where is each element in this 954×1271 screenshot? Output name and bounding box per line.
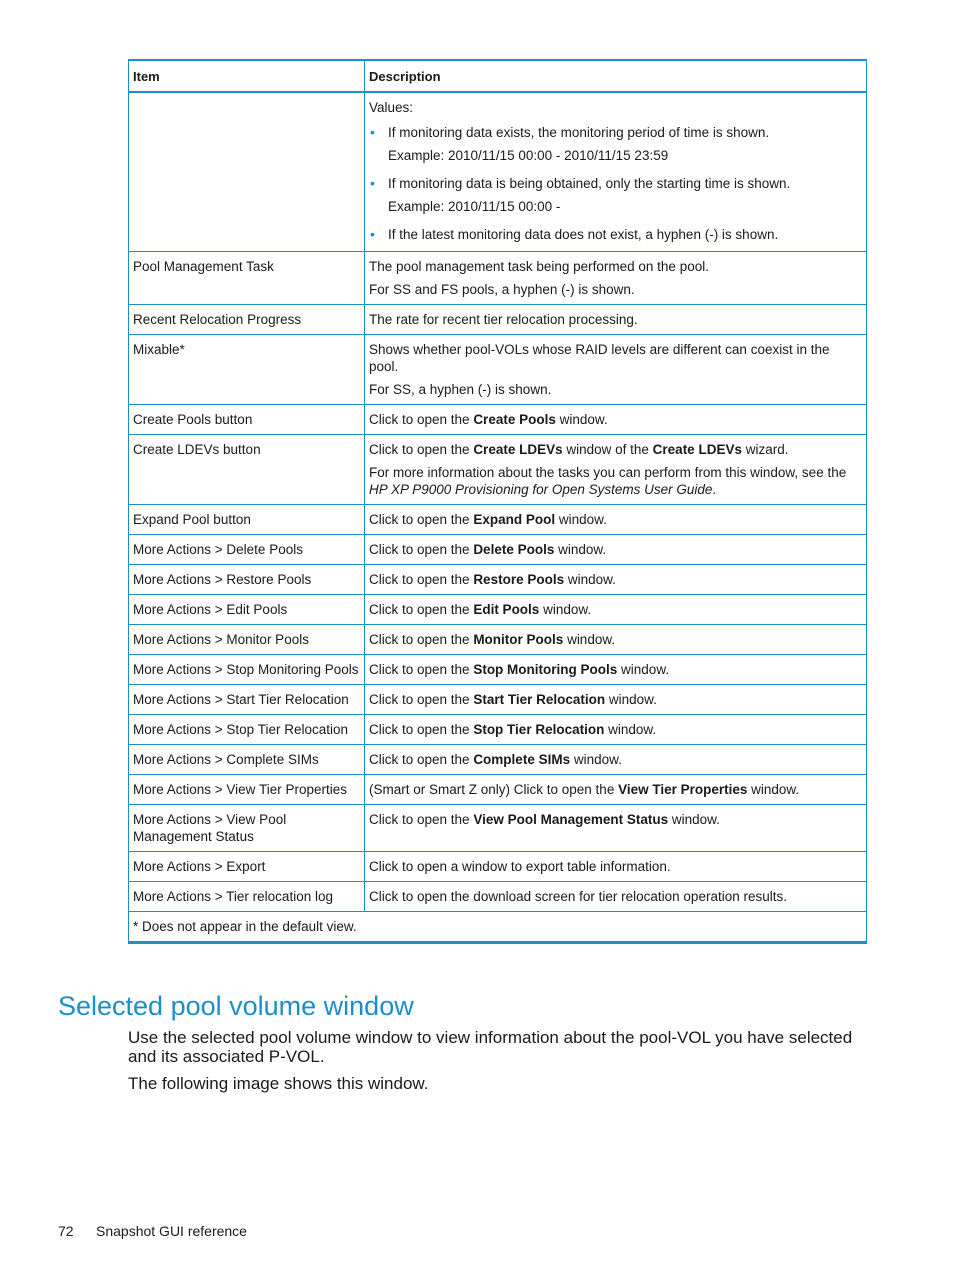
description-cell: The rate for recent tier relocation processing.: [365, 305, 867, 335]
window-name: Complete SIMs: [473, 752, 571, 767]
item-cell: More Actions > View Pool Management Status: [129, 805, 365, 852]
item-cell: More Actions > Delete Pools: [129, 535, 365, 565]
section-image-note: The following image shows this window.: [128, 1074, 429, 1093]
bullet-icon: •: [370, 175, 375, 191]
table-row: [129, 595, 867, 625]
header-item: Item: [129, 60, 365, 92]
table-row: [129, 435, 867, 505]
page-number: 72: [58, 1223, 74, 1239]
item-cell: More Actions > Export: [129, 852, 365, 882]
window-name: Delete Pools: [473, 542, 555, 557]
description-cell: Click to open the Create Pools window.: [365, 405, 867, 435]
description-cell: Shows whether pool-VOLs whose RAID levels are different can coexist in the pool. For SS, a hyphen (-) is shown.: [365, 335, 867, 405]
window-name: Start Tier Relocation: [473, 692, 606, 707]
table-row: [129, 565, 867, 595]
table-row: [129, 655, 867, 685]
item-cell: Expand Pool button: [129, 505, 365, 535]
window-name: Create LDEVs: [473, 442, 563, 457]
guide-title: HP XP P9000 Provisioning for Open Systems User Guide: [369, 482, 713, 497]
table-row: [129, 405, 867, 435]
description-cell: Click to open the Create LDEVs window of the Create LDEVs wizard. For more information about the tasks you can perform from this window, see the HP XP P9000 Provisioning for Open Systems User Guide.: [365, 435, 867, 505]
table-header-row: [129, 60, 867, 92]
description-cell: Click to open the Expand Pool window.: [365, 505, 867, 535]
values-list: [369, 124, 862, 243]
table-row: [129, 805, 867, 852]
pool-properties-table: [128, 59, 867, 944]
header-description: Description: [365, 60, 867, 92]
window-name: Stop Tier Relocation: [473, 722, 605, 737]
table-row-monitoring-values: [129, 92, 867, 252]
bullet-icon: •: [370, 124, 375, 140]
description-cell: Click to open a window to export table information.: [365, 852, 867, 882]
item-cell: Mixable*: [129, 335, 365, 405]
item-cell: [129, 92, 365, 252]
item-cell: More Actions > Complete SIMs: [129, 745, 365, 775]
window-name: Stop Monitoring Pools: [473, 662, 618, 677]
section-intro-paragraph: Use the selected pool volume window to view information about the pool-VOL you have selected and its associated P-VOL.: [128, 1028, 853, 1066]
example-text: Example: 2010/11/15 00:00 - 2010/11/15 23:59: [388, 148, 669, 163]
list-item: • If monitoring data exists, the monitoring period of time is shown. Example: 2010/11/15 00:00 - 2010/11/15 23:59: [369, 124, 862, 164]
section-heading: Selected pool volume window: [58, 991, 414, 1021]
footer-section-title: Snapshot GUI reference: [96, 1223, 247, 1239]
description-cell: The pool management task being performed on the pool. For SS and FS pools, a hyphen (-) is shown.: [365, 252, 867, 305]
window-name: View Pool Management Status: [473, 812, 669, 827]
table-footnote-row: [129, 912, 867, 943]
item-cell: More Actions > Stop Tier Relocation: [129, 715, 365, 745]
description-cell: Click to open the Delete Pools window.: [365, 535, 867, 565]
item-cell: Create LDEVs button: [129, 435, 365, 505]
window-name: View Tier Properties: [618, 782, 748, 797]
description-cell: Click to open the Monitor Pools window.: [365, 625, 867, 655]
item-cell: More Actions > Monitor Pools: [129, 625, 365, 655]
list-item: • If the latest monitoring data does not exist, a hyphen (-) is shown.: [370, 226, 779, 242]
table-row: [129, 305, 867, 335]
description-cell: Click to open the View Pool Management Status window.: [365, 805, 867, 852]
window-name: Edit Pools: [473, 602, 540, 617]
wizard-name: Create LDEVs: [652, 442, 742, 457]
table-row: [129, 505, 867, 535]
example-text: Example: 2010/11/15 00:00 -: [388, 199, 561, 214]
list-item: • If monitoring data is being obtained, only the starting time is shown. Example: 2010/11/15 00:00 -: [369, 175, 862, 215]
table-row: [129, 775, 867, 805]
table-row: [129, 252, 867, 305]
description-cell: Click to open the Complete SIMs window.: [365, 745, 867, 775]
table-row: [129, 852, 867, 882]
item-cell: More Actions > Tier relocation log: [129, 882, 365, 912]
window-name: Restore Pools: [473, 572, 565, 587]
bullet-icon: •: [370, 226, 375, 242]
description-cell: Click to open the Restore Pools window.: [365, 565, 867, 595]
item-cell: More Actions > Stop Monitoring Pools: [129, 655, 365, 685]
table-row: [129, 745, 867, 775]
description-cell: Click to open the Stop Tier Relocation window.: [365, 715, 867, 745]
description-cell: Click to open the Stop Monitoring Pools window.: [365, 655, 867, 685]
description-cell: Click to open the Edit Pools window.: [365, 595, 867, 625]
table-footnote: * Does not appear in the default view.: [129, 912, 867, 943]
window-name: Monitor Pools: [473, 632, 564, 647]
table-row: [129, 535, 867, 565]
item-cell: Recent Relocation Progress: [129, 305, 365, 335]
table-row: [129, 685, 867, 715]
window-name: Expand Pool: [473, 512, 556, 527]
item-cell: More Actions > View Tier Properties: [129, 775, 365, 805]
description-cell: [365, 92, 867, 252]
table-row: [129, 335, 867, 405]
item-cell: More Actions > Restore Pools: [129, 565, 365, 595]
item-cell: More Actions > Edit Pools: [129, 595, 365, 625]
item-cell: Pool Management Task: [129, 252, 365, 305]
item-cell: More Actions > Start Tier Relocation: [129, 685, 365, 715]
description-cell: Click to open the download screen for tier relocation operation results.: [365, 882, 867, 912]
description-cell: (Smart or Smart Z only) Click to open the View Tier Properties window.: [365, 775, 867, 805]
table-row: [129, 715, 867, 745]
description-cell: Click to open the Start Tier Relocation window.: [365, 685, 867, 715]
table-row: [129, 882, 867, 912]
values-intro: Values:: [369, 100, 414, 115]
table-row: [129, 625, 867, 655]
item-cell: Create Pools button: [129, 405, 365, 435]
window-name: Create Pools: [473, 412, 556, 427]
